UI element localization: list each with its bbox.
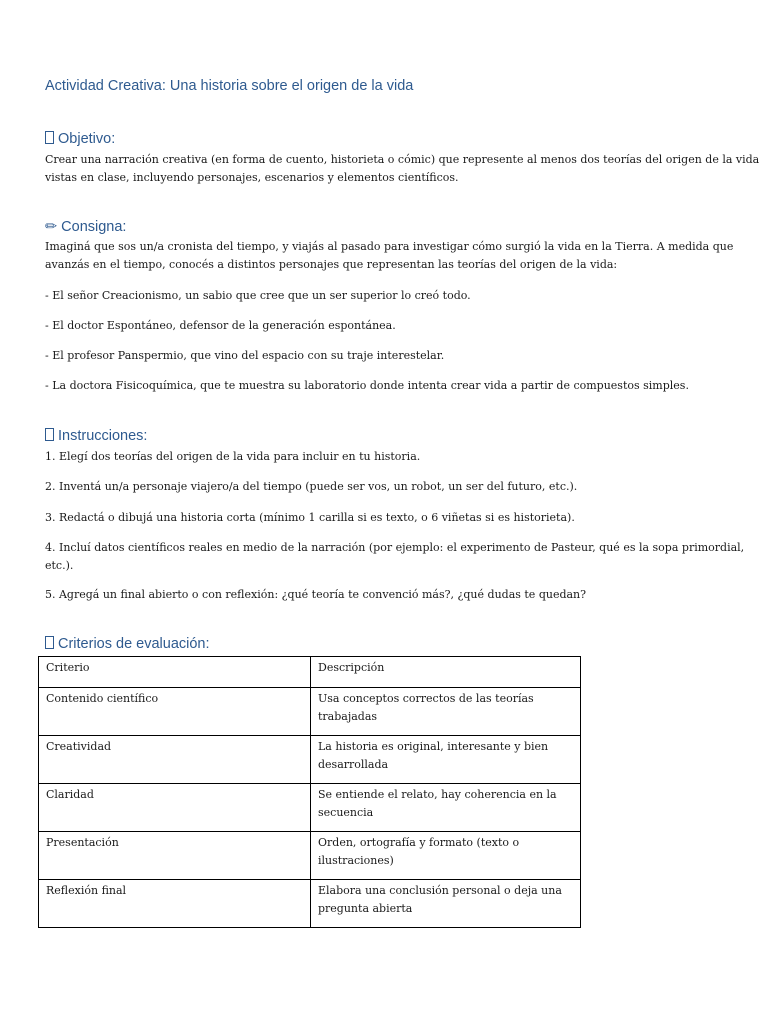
instruction-step: 3. Redactá o dibujá una historia corta (mínimo 1 carilla si es texto, o 6 viñetas si es historieta). xyxy=(45,511,575,524)
instruction-step: 1. Elegí dos teorías del origen de la vida para incluir en tu historia. xyxy=(45,450,421,463)
descripcion-cell: La historia es original, interesante y bien desarrollada xyxy=(311,736,581,784)
missing-glyph-icon xyxy=(45,636,54,649)
descripcion-cell: Se entiende el relato, hay coherencia en la secuencia xyxy=(311,784,581,832)
document-title: Actividad Creativa: Una historia sobre el origen de la vida xyxy=(45,78,414,94)
objetivo-line-1: Crear una narración creativa (en forma de cuento, historieta o cómic) que represente al menos dos teorías del origen de la vida xyxy=(45,153,760,166)
missing-glyph-icon xyxy=(45,131,54,144)
criterio-cell: Reflexión final xyxy=(39,880,311,928)
table-header-row xyxy=(39,657,581,688)
descripcion-cell: Orden, ortografía y formato (texto o ilustraciones) xyxy=(311,832,581,880)
descripcion-cell: Usa conceptos correctos de las teorías trabajadas xyxy=(311,688,581,736)
instruction-step: 5. Agregá un final abierto o con reflexión: ¿qué teoría te convenció más?, ¿qué dudas te quedan? xyxy=(45,588,587,601)
column-header-descripcion: Descripción xyxy=(311,657,581,688)
consigna-item: - El profesor Panspermio, que vino del espacio con su traje interestelar. xyxy=(45,349,445,362)
consigna-item: - El señor Creacionismo, un sabio que cree que un ser superior lo creó todo. xyxy=(45,289,471,302)
criterio-cell: Claridad xyxy=(39,784,311,832)
objetivo-line-2: vistas en clase, incluyendo personajes, escenarios y elementos científicos. xyxy=(45,170,459,184)
descripcion-cell: Elabora una conclusión personal o deja una pregunta abierta xyxy=(311,880,581,928)
consigna-item: - El doctor Espontáneo, defensor de la generación espontánea. xyxy=(45,319,396,332)
criterio-cell: Contenido científico xyxy=(39,688,311,736)
consigna-line-2: avanzás en el tiempo, conocés a distintos personajes que representan las teorías del origen de la vida: xyxy=(45,257,618,271)
instruction-step-continued: etc.). xyxy=(45,558,74,572)
criterio-cell: Presentación xyxy=(39,832,311,880)
section-heading-instrucciones: Instrucciones: xyxy=(45,428,147,444)
section-heading-criterios: Criterios de evaluación: xyxy=(45,636,210,652)
table-row xyxy=(39,832,581,880)
consigna-line-1: Imaginá que sos un/a cronista del tiempo, y viajás al pasado para investigar cómo surgió la vida en la Tierra. A medida que xyxy=(45,240,734,253)
instruction-step: 4. Incluí datos científicos reales en medio de la narración (por ejemplo: el experimento de Pasteur, qué es la sopa primordial, xyxy=(45,541,745,554)
table-row xyxy=(39,736,581,784)
missing-glyph-icon xyxy=(45,428,54,441)
pencil-icon: ✏ xyxy=(45,219,58,235)
criterio-cell: Creatividad xyxy=(39,736,311,784)
table-row xyxy=(39,880,581,928)
section-heading-objetivo: Objetivo: xyxy=(45,131,115,147)
criteria-table xyxy=(38,656,581,928)
consigna-item: - La doctora Fisicoquímica, que te muestra su laboratorio donde intenta crear vida a partir de compuestos simples. xyxy=(45,379,689,392)
section-heading-consigna: ✏ Consigna: xyxy=(45,219,127,235)
column-header-criterio: Criterio xyxy=(39,657,311,688)
table-row xyxy=(39,784,581,832)
table-row xyxy=(39,688,581,736)
instruction-step: 2. Inventá un/a personaje viajero/a del tiempo (puede ser vos, un robot, un ser del futuro, etc.). xyxy=(45,480,578,493)
